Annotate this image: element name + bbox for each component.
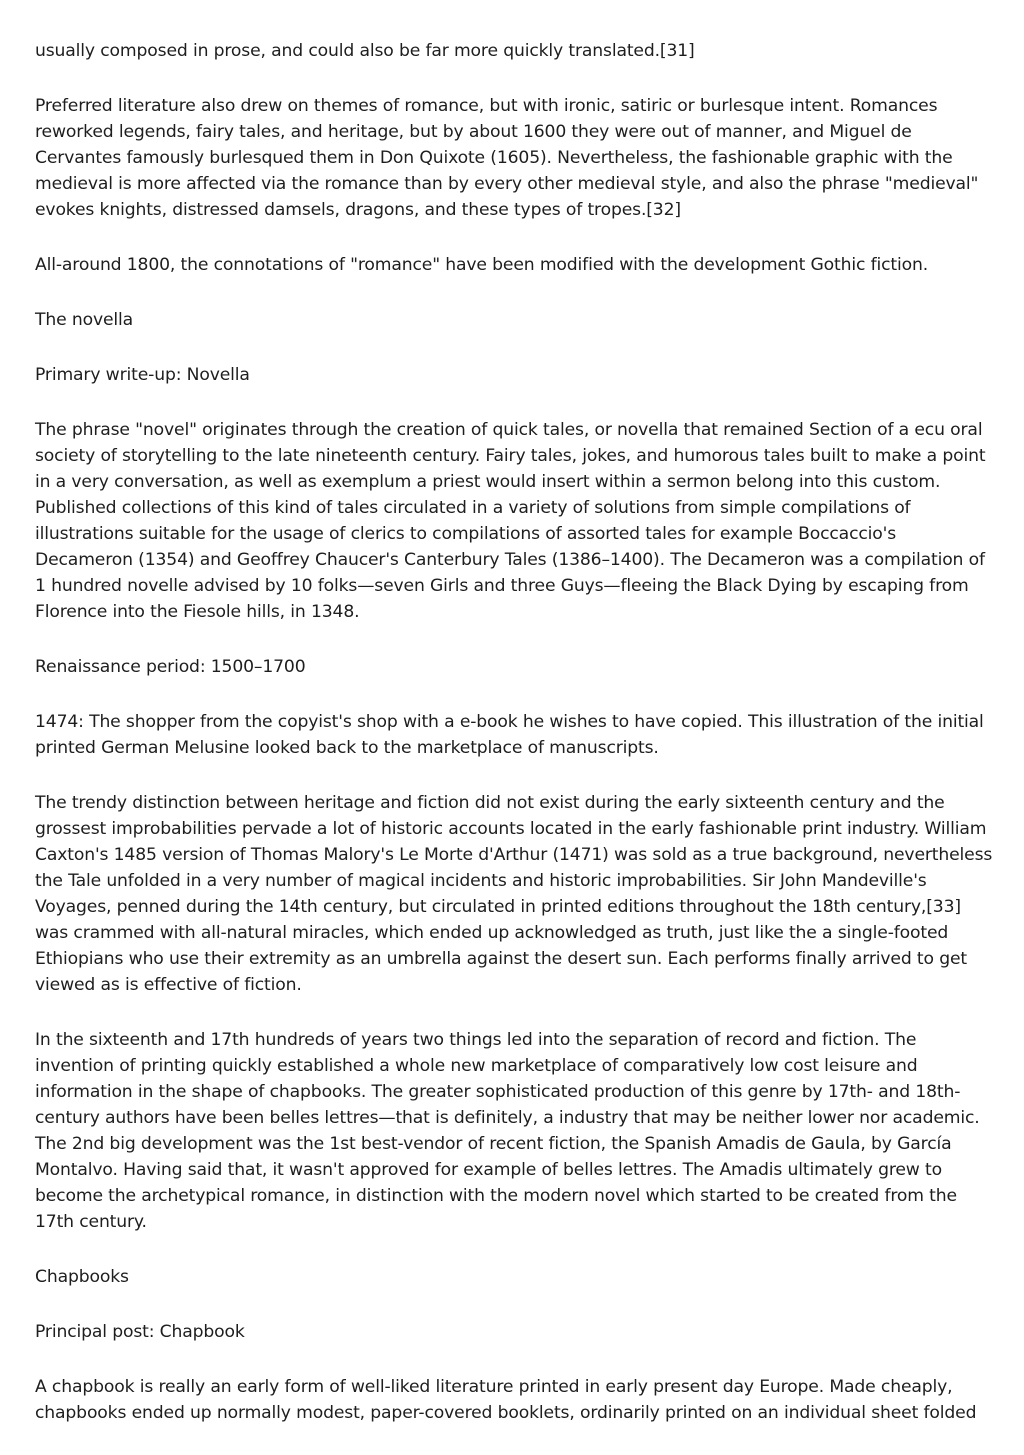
paragraph: A chapbook is really an early form of well-liked literature printed in early present day Europe. Made cheaply, chapbooks ended up normally modest, paper-covered booklets, ordinarily printed on an individual sheet folded xyxy=(35,1377,977,1423)
paragraph: usually composed in prose, and could also be far more quickly translated.[31] xyxy=(35,41,695,61)
paragraph: In the sixteenth and 17th hundreds of years two things led into the separation of record and fiction. The invention of printing quickly established a whole new marketplace of comparatively low cost leisure and information in the shape of chapbooks. The greater sophisticated production of this genre by 17th- and 18th-century authors have been belles lettres—that is definitely, a industry that may be neither lower nor academic. The 2nd big development was the 1st best-vendor of recent fiction, the Spanish Amadis de Gaula, by García Montalvo. Having said that, it wasn't approved for example of belles lettres. The Amadis ultimately grew to become the archetypical romance, in distinction with the modern novel which started to be created from the 17th century. xyxy=(35,1030,980,1232)
section-heading: Renaissance period: 1500–1700 xyxy=(35,657,306,677)
section-heading: Chapbooks xyxy=(35,1267,129,1287)
main-article-note: Principal post: Chapbook xyxy=(35,1322,245,1342)
paragraph: Preferred literature also drew on themes of romance, but with ironic, satiric or burlesque intent. Romances reworked legends, fairy tales, and heritage, but by about 1600 they were out of manner, and Miguel de Cervantes famously burlesqued them in Don Quixote (1605). Nevertheless, the fashionable graphic with the medieval is more affected via the romance than by every other medieval style, and also the phrase "medieval" evokes knights, distressed damsels, dragons, and these types of tropes.[32] xyxy=(35,96,979,220)
main-article-note: Primary write-up: Novella xyxy=(35,365,250,385)
document-body xyxy=(35,38,995,1455)
paragraph: The phrase "novel" originates through the creation of quick tales, or novella that remained Section of a ecu oral society of storytelling to the late nineteenth century. Fairy tales, jokes, and humorous tales built to make a point in a very conversation, as well as exemplum a priest would insert within a sermon belong into this custom. Published collections of this kind of tales circulated in a variety of solutions from simple compilations of illustrations suitable for the usage of clerics to compilations of assorted tales for example Boccaccio's Decameron (1354) and Geoffrey Chaucer's Canterbury Tales (1386–1400). The Decameron was a compilation of 1 hundred novelle advised by 10 folks—seven Girls and three Guys—fleeing the Black Dying by escaping from Florence into the Fiesole hills, in 1348. xyxy=(35,420,986,622)
section-heading: The novella xyxy=(35,310,134,330)
image-caption: 1474: The shopper from the copyist's shop with a e-book he wishes to have copied. This illustration of the initial printed German Melusine looked back to the marketplace of manuscripts. xyxy=(35,712,984,758)
paragraph: All-around 1800, the connotations of "romance" have been modified with the development Gothic fiction. xyxy=(35,255,929,275)
paragraph: The trendy distinction between heritage and fiction did not exist during the early sixteenth century and the grossest improbabilities pervade a lot of historic accounts located in the early fashionable print industry. William Caxton's 1485 version of Thomas Malory's Le Morte d'Arthur (1471) was sold as a true background, nevertheless the Tale unfolded in a very number of magical incidents and historic improbabilities. Sir John Mandeville's Voyages, penned during the 14th century, but circulated in printed editions throughout the 18th century,[33] was crammed with all-natural miracles, which ended up acknowledged as truth, just like the a single-footed Ethiopians who use their extremity as an umbrella against the desert sun. Each performs finally arrived to get viewed as is effective of fiction. xyxy=(35,793,993,995)
